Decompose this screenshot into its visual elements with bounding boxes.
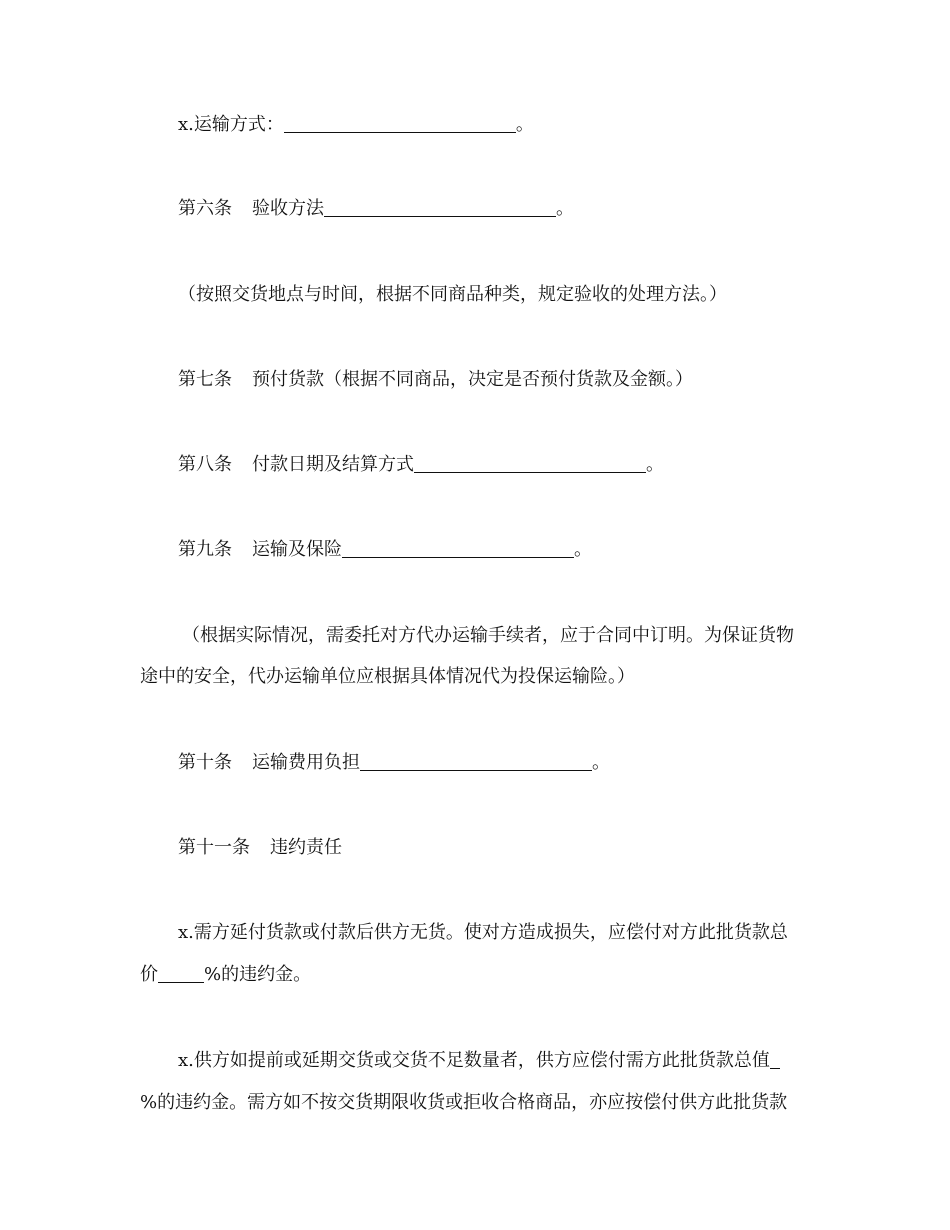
article-6-number: 第六条 [178, 198, 232, 219]
article-10-number: 第十条 [178, 752, 232, 773]
article-6-note-text: （按照交货地点与时间，根据不同商品种类，规定验收的处理方法。） [178, 284, 727, 305]
article-6-blank[interactable] [324, 198, 556, 217]
article-10-suffix: 。 [592, 752, 610, 773]
article-7-line [140, 368, 858, 392]
article-8-suffix: 。 [646, 454, 664, 475]
article-7-number: 第七条 [178, 369, 232, 390]
article-9-note-text-1: （根据实际情况，需委托对方代办运输手续者，应于合同中订明。为保证货物 [182, 625, 794, 646]
article-9-note-line-2 [140, 665, 820, 689]
clause-1-suffix: %的违约金。 [204, 964, 312, 985]
article-9-blank[interactable] [342, 539, 574, 558]
clause-1-percent-blank[interactable] [158, 964, 204, 983]
article-8-blank[interactable] [414, 454, 646, 473]
clause-2-line-2 [140, 1091, 820, 1115]
article-7-text: 预付货款（根据不同商品，决定是否预付货款及金额。） [252, 369, 693, 390]
article-9-note-text-2: 途中的安全，代办运输单位应根据具体情况代为投保运输险。） [140, 666, 635, 687]
clause-1-text-1: x.需方延付货款或付款后供方无货。使对方造成损失，应偿付对方此批货款总 [178, 922, 788, 943]
clause-1-prefix: 价 [140, 964, 158, 985]
article-10-line [140, 751, 858, 775]
transport-method-line [140, 113, 858, 137]
article-11-title: 违约责任 [270, 837, 342, 858]
clause-1-line-1 [140, 921, 858, 945]
transport-method-blank[interactable] [284, 114, 516, 133]
transport-method-label: x.运输方式： [178, 114, 284, 135]
article-8-line [140, 453, 858, 477]
article-11-number: 第十一条 [178, 837, 250, 858]
article-6-line [140, 197, 858, 221]
clause-2-text-1: x.供方如提前或延期交货或交货不足数量者，供方应偿付需方此批货款总值 [178, 1050, 770, 1071]
clause-1-line-2 [140, 963, 820, 987]
article-8-title: 付款日期及结算方式 [252, 454, 414, 475]
transport-method-suffix: 。 [515, 114, 534, 135]
clause-2-text-2: %的违约金。需方如不按交货期限收货或拒收合格商品，亦应按偿付供方此批货款 [140, 1092, 788, 1113]
article-8-number: 第八条 [178, 454, 232, 475]
article-9-line [140, 538, 858, 562]
article-10-title: 运输费用负担 [252, 752, 360, 773]
article-9-title: 运输及保险 [252, 539, 342, 560]
article-11-line [140, 836, 858, 860]
article-9-suffix: 。 [574, 539, 592, 560]
clause-2-line-1 [140, 1049, 858, 1073]
clause-2-percent-blank[interactable] [770, 1050, 780, 1069]
article-9-note-line-1 [140, 624, 862, 648]
article-6-suffix: 。 [556, 198, 574, 219]
article-6-title: 验收方法 [252, 198, 324, 219]
article-10-blank[interactable] [360, 752, 592, 771]
article-9-number: 第九条 [178, 539, 232, 560]
article-6-note [140, 283, 858, 307]
